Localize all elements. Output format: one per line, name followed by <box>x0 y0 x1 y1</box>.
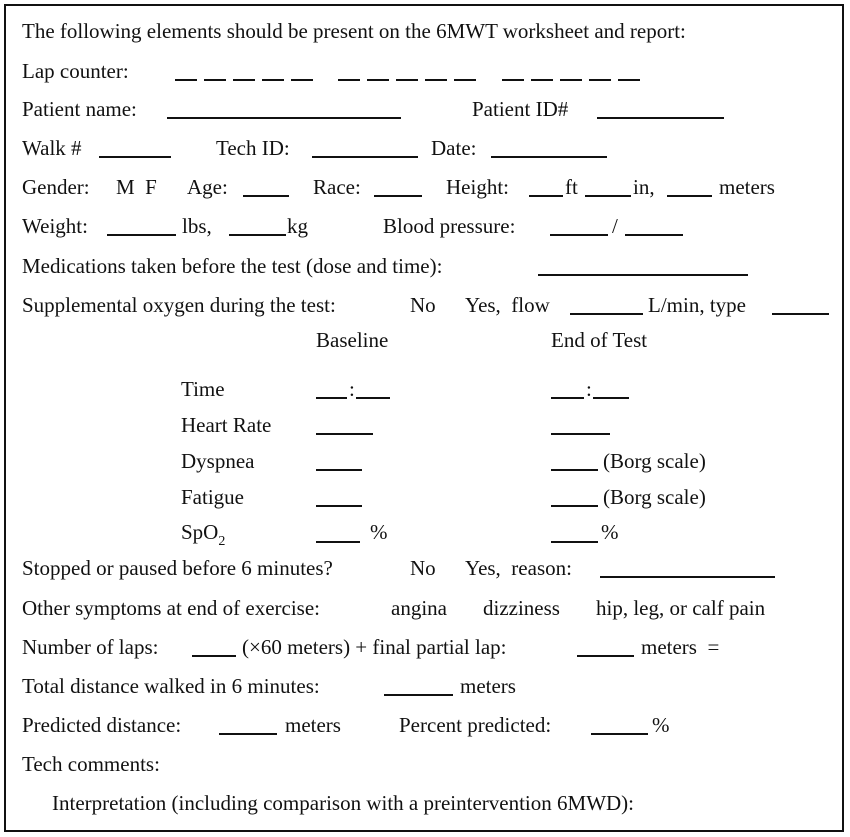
lap-blank[interactable] <box>589 79 611 81</box>
percent-predicted-sign: % <box>652 713 670 737</box>
blood-pressure-label: Blood pressure: <box>383 214 516 238</box>
symptom-angina[interactable]: angina <box>391 596 447 620</box>
lap-blank[interactable] <box>233 79 255 81</box>
baseline-dyspnea-field[interactable] <box>316 469 362 471</box>
heart-rate-label: Heart Rate <box>181 413 272 437</box>
baseline-column-header: Baseline <box>316 328 389 352</box>
bp-systolic-field[interactable] <box>550 234 608 236</box>
oxygen-yes-flow[interactable]: Yes, flow <box>465 293 550 317</box>
tech-id-field[interactable] <box>312 156 418 158</box>
in-unit: in, <box>633 175 655 199</box>
oxygen-label: Supplemental oxygen during the test: <box>22 293 336 317</box>
stopped-reason-field[interactable] <box>600 576 775 578</box>
lap-blank[interactable] <box>175 79 197 81</box>
medications-field[interactable] <box>538 274 748 276</box>
age-field[interactable] <box>243 195 289 197</box>
patient-name-field[interactable] <box>167 117 401 119</box>
date-field[interactable] <box>491 156 607 158</box>
laps-label: Number of laps: <box>22 635 159 659</box>
baseline-heart-rate-field[interactable] <box>316 433 373 435</box>
lap-blank[interactable] <box>291 79 313 81</box>
height-in-field[interactable] <box>585 195 631 197</box>
walk-field[interactable] <box>99 156 171 158</box>
partial-lap-field[interactable] <box>577 655 634 657</box>
ft-unit: ft <box>565 175 578 199</box>
lmin-type-label: L/min, type <box>648 293 746 317</box>
lap-blank[interactable] <box>204 79 226 81</box>
dyspnea-borg-scale: (Borg scale) <box>603 449 706 473</box>
total-distance-field[interactable] <box>384 694 453 696</box>
lap-blank[interactable] <box>531 79 553 81</box>
laps-field[interactable] <box>192 655 236 657</box>
symptoms-label: Other symptoms at end of exercise: <box>22 596 320 620</box>
percent-predicted-label: Percent predicted: <box>399 713 552 737</box>
lap-blank[interactable] <box>425 79 447 81</box>
percent-predicted-field[interactable] <box>591 733 648 735</box>
predicted-distance-meters: meters <box>285 713 341 737</box>
weight-label: Weight: <box>22 214 88 238</box>
oxygen-no-option[interactable]: No <box>410 293 436 317</box>
medications-label: Medications taken before the test (dose and time): <box>22 254 443 278</box>
lap-blank[interactable] <box>262 79 284 81</box>
bp-separator: / <box>612 214 618 238</box>
baseline-time-hours-field[interactable] <box>316 397 347 399</box>
patient-name-label: Patient name: <box>22 97 137 121</box>
fatigue-label: Fatigue <box>181 485 244 509</box>
age-label: Age: <box>187 175 228 199</box>
time-colon: : <box>586 377 592 401</box>
race-field[interactable] <box>374 195 422 197</box>
stopped-label: Stopped or paused before 6 minutes? <box>22 556 333 580</box>
symptom-dizziness[interactable]: dizziness <box>483 596 560 620</box>
interpretation-label: Interpretation (including comparison with a preintervention 6MWD): <box>52 791 635 815</box>
walk-label: Walk # <box>22 136 82 160</box>
meters-unit: meters <box>719 175 775 199</box>
end-of-test-column-header: End of Test <box>551 328 648 352</box>
end-spo2-field[interactable] <box>551 541 598 543</box>
patient-id-field[interactable] <box>597 117 724 119</box>
baseline-spo2-field[interactable] <box>316 541 360 543</box>
lbs-unit: lbs, <box>182 214 212 238</box>
fatigue-borg-scale: (Borg scale) <box>603 485 706 509</box>
baseline-time-minutes-field[interactable] <box>356 397 390 399</box>
date-label: Date: <box>431 136 477 160</box>
end-heart-rate-field[interactable] <box>551 433 610 435</box>
lap-blank[interactable] <box>367 79 389 81</box>
end-time-hours-field[interactable] <box>551 397 584 399</box>
end-dyspnea-field[interactable] <box>551 469 598 471</box>
total-distance-meters: meters <box>460 674 516 698</box>
stopped-yes-reason[interactable]: Yes, reason: <box>465 556 572 580</box>
kg-unit: kg <box>287 214 308 238</box>
dyspnea-label: Dyspnea <box>181 449 255 473</box>
weight-lbs-field[interactable] <box>107 234 176 236</box>
worksheet-border <box>4 4 844 832</box>
spo2-text: SpO <box>181 520 219 544</box>
spo2-label <box>181 520 226 549</box>
lap-blank[interactable] <box>502 79 524 81</box>
baseline-spo2-percent: % <box>370 520 388 544</box>
bp-diastolic-field[interactable] <box>625 234 683 236</box>
predicted-distance-field[interactable] <box>219 733 277 735</box>
lap-blank[interactable] <box>454 79 476 81</box>
gender-options[interactable]: M F <box>116 175 157 199</box>
gender-label: Gender: <box>22 175 90 199</box>
oxygen-flow-field[interactable] <box>570 313 643 315</box>
worksheet-heading: The following elements should be present on the 6MWT worksheet and report: <box>22 19 686 43</box>
total-distance-label: Total distance walked in 6 minutes: <box>22 674 320 698</box>
oxygen-type-field[interactable] <box>772 313 829 315</box>
baseline-fatigue-field[interactable] <box>316 505 362 507</box>
lap-blank[interactable] <box>396 79 418 81</box>
race-label: Race: <box>313 175 361 199</box>
lap-blank[interactable] <box>338 79 360 81</box>
stopped-no-option[interactable]: No <box>410 556 436 580</box>
lap-blank[interactable] <box>560 79 582 81</box>
lap-blank[interactable] <box>618 79 640 81</box>
tech-comments-label: Tech comments: <box>22 752 160 776</box>
height-meters-field[interactable] <box>667 195 712 197</box>
weight-kg-field[interactable] <box>229 234 286 236</box>
height-label: Height: <box>446 175 509 199</box>
tech-id-label: Tech ID: <box>216 136 290 160</box>
patient-id-label: Patient ID# <box>472 97 569 121</box>
symptom-pain[interactable]: hip, leg, or calf pain <box>596 596 766 620</box>
time-colon: : <box>349 377 355 401</box>
partial-lap-meters: meters = <box>641 635 720 659</box>
spo2-subscript: 2 <box>218 534 226 549</box>
end-fatigue-field[interactable] <box>551 505 598 507</box>
lap-counter-label: Lap counter: <box>22 59 129 83</box>
end-spo2-percent: % <box>601 520 619 544</box>
laps-formula: (×60 meters) + final partial lap: <box>242 635 507 659</box>
time-label: Time <box>181 377 225 401</box>
end-time-minutes-field[interactable] <box>593 397 629 399</box>
predicted-distance-label: Predicted distance: <box>22 713 182 737</box>
height-ft-field[interactable] <box>529 195 563 197</box>
